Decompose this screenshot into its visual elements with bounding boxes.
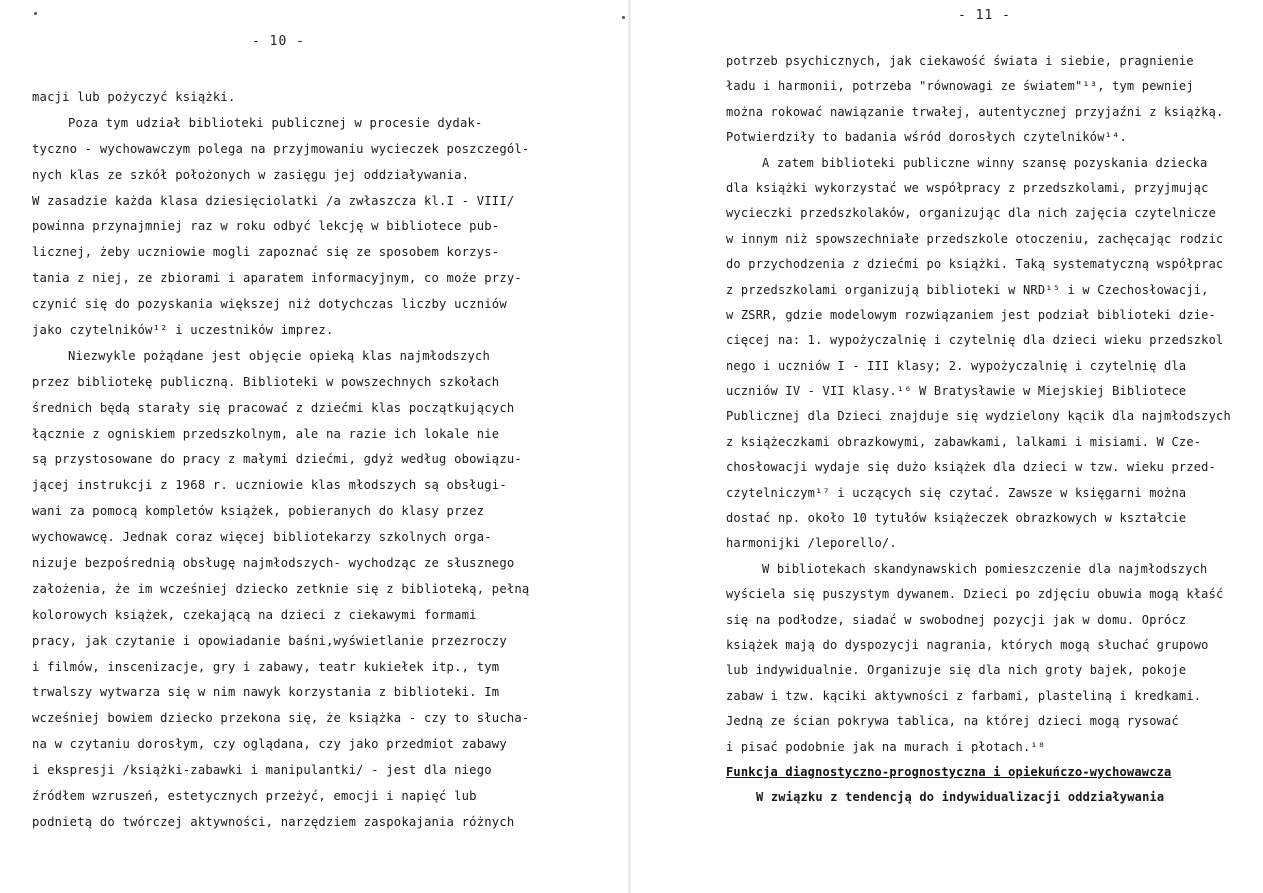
text-line: Jedną ze ścian pokrywa tablica, na której dzieci mogą rysować [726, 714, 1179, 729]
text-line: w innym niż spowszechniałe przedszkole otoczeniu, zachęcając rodzic [726, 231, 1224, 246]
text-line: i filmów, inscenizacje, gry i zabawy, teatr kukiełek itp., tym [32, 659, 500, 674]
right-page-number: - 11 - [958, 8, 1011, 23]
text-line: się na podłodze, siadać w swobodnej pozycji jak w domu. Oprócz [726, 612, 1187, 627]
text-line: przez bibliotekę publiczną. Biblioteki w powszechnych szkołach [32, 374, 500, 389]
text-line: powinna przynajmniej raz w roku odbyć lekcję w bibliotece pub- [32, 219, 500, 234]
text-line: wychowawcę. Jednak coraz więcej bibliotekarzy szkolnych orga- [32, 530, 492, 545]
scan-speck [622, 16, 625, 19]
text-line: potrzeb psychicznych, jak ciekawość świata i siebie, pragnienie [726, 54, 1194, 68]
text-line: tyczno - wychowawczym polega na przyjmowaniu wycieczek poszczegól- [32, 141, 530, 156]
text-line: podnietą do twórczej aktywności, narzędziem zaspokajania różnych [32, 814, 515, 829]
text-line: i ekspresji /książki-zabawki i manipulantki/ - jest dla niego [32, 763, 492, 778]
text-line: kolorowych książek, czekającą na dzieci z ciekawymi formami [32, 607, 477, 622]
right-page [630, 0, 1263, 893]
text-line: W związku z tendencją do indywidualizacji oddziaływania [756, 790, 1165, 805]
text-line: założenia, że im wcześniej dziecko zetknie się z biblioteką, pełną [32, 581, 530, 596]
text-line: z książeczkami obrazkowymi, zabawkami, lalkami i misiami. W Cze- [726, 434, 1202, 449]
text-line: jako czytelników¹² i uczestników imprez. [32, 323, 334, 338]
text-line: nizuje bezpośrednią obsługę najmłodszych- wychodząc ze słusznego [32, 556, 515, 571]
text-line: i pisać podobnie jak na murach i płotach.¹⁸ [726, 739, 1046, 754]
text-line: cięcej na: 1. wypożyczalnię i czytelnię dla dzieci wieku przedszkol [726, 333, 1224, 348]
text-line: czynić się do pozyskania większej niż dotychczas liczby uczniów [32, 297, 507, 312]
text-line: chosłowacji wydaje się dużo książek dla dzieci w tzw. wieku przed- [726, 460, 1217, 475]
left-page-text [32, 85, 592, 836]
text-line: Poza tym udział biblioteki publicznej w procesie dydak- [68, 115, 483, 130]
text-line: dla książki wykorzystać we współpracy z przedszkolami, przyjmując [726, 180, 1209, 195]
text-line: są przystosowane do pracy z małymi dziećmi, gdyż według obowiązu- [32, 452, 522, 467]
text-line: książek mają do dyspozycji nagrania, których mogą słuchać grupowo [726, 637, 1209, 652]
text-line: pracy, jak czytanie i opowiadanie baśni,wyświetlanie przezroczy [32, 633, 507, 648]
text-line: źródłem wzruszeń, estetycznych przeżyć, emocji i napięć lub [32, 789, 477, 804]
text-line: czytelniczym¹⁷ i uczących się czytać. Zawsze w księgarni można [726, 485, 1187, 500]
text-line: wani za pomocą kompletów książek, pobieranych do klasy przez [32, 504, 485, 519]
text-line: W bibliotekach skandynawskich pomieszczenie dla najmłodszych [762, 561, 1208, 576]
text-line: wcześniej bowiem dziecko przekona się, że książka - czy to słucha- [32, 711, 530, 726]
text-line: w ZSRR, gdzie modelowym rozwiązaniem jest podział biblioteki dzie- [726, 307, 1217, 322]
text-line: Publicznej dla Dzieci znajduje się wydzielony kącik dla najmłodszych [726, 409, 1231, 424]
text-line: łącznie z ogniskiem przedszkolnym, ale na razie ich lokale nie [32, 426, 500, 441]
text-line: jącej instrukcji z 1968 r. uczniowie klas młodszych są obsługi- [32, 478, 507, 493]
section-heading: Funkcja diagnostyczno-prognostyczna i opiekuńczo-wychowawcza [726, 764, 1172, 779]
text-line: można rokować nawiązanie trwałej, autentycznej przyjaźni z książką. [726, 104, 1224, 119]
text-line: uczniów IV - VII klasy.¹⁶ W Bratysławie w Miejskiej Bibliotece [726, 384, 1187, 399]
text-line: W zasadzie każda klasa dziesięciolatki /a zwłaszcza kl.I - VIII/ [32, 193, 515, 208]
text-line: do przychodzenia z dziećmi po książki. Taką systematyczną współprac [726, 257, 1224, 272]
scan-speck [34, 12, 37, 15]
left-page [0, 0, 630, 893]
text-line: tania z niej, ze zbiorami i aparatem informacyjnym, co może przy- [32, 271, 522, 286]
text-line: nego i uczniów I - III klasy; 2. wypożyczalnię i czytelnię dla [726, 358, 1187, 373]
left-page-number: - 10 - [252, 34, 305, 49]
text-line: A zatem biblioteki publiczne winny szansę pozyskania dziecka [762, 155, 1208, 170]
text-line: na w czytaniu dorosłym, czy oglądana, czy jako przedmiot zabawy [32, 737, 507, 752]
text-line: wycieczki przedszkolaków, organizując dla nich zajęcia czytelnicze [726, 206, 1217, 221]
text-line: dostać np. około 10 tytułów książeczek obrazkowych w kształcie [726, 511, 1187, 526]
text-line: harmonijki /leporello/. [726, 536, 897, 551]
text-line: lub indywidualnie. Organizuje się dla nich groty bajek, pokoje [726, 663, 1187, 678]
text-line: nych klas ze szkół położonych w zasięgu jej oddziaływania. [32, 167, 470, 182]
text-line: Niezwykle pożądane jest objęcie opieką klas najmłodszych [68, 348, 491, 363]
text-line: średnich będą starały się pracować z dziećmi klas początkujących [32, 400, 515, 415]
text-line: wyściela się puszystym dywanem. Dzieci po zdjęciu obuwia mogą kłaść [726, 587, 1224, 602]
text-line: z przedszkolami organizują biblioteki w NRD¹⁵ i w Czechosłowacji, [726, 282, 1209, 297]
text-line: macji lub pożyczyć książki. [32, 90, 236, 104]
text-line: trwalszy wytwarza się w nim nawyk korzystania z biblioteki. Im [32, 685, 500, 700]
text-line: licznej, żeby uczniowie mogli zapoznać się ze sposobem korzys- [32, 245, 500, 260]
right-page-text [726, 49, 1246, 811]
text-line: zabaw i tzw. kąciki aktywności z farbami, plasteliną i kredkami. [726, 688, 1202, 703]
text-line: ładu i harmonii, potrzeba "równowagi ze światem"¹³, tym pewniej [726, 79, 1194, 94]
text-line: Potwierdziły to badania wśród dorosłych czytelników¹⁴. [726, 130, 1127, 145]
